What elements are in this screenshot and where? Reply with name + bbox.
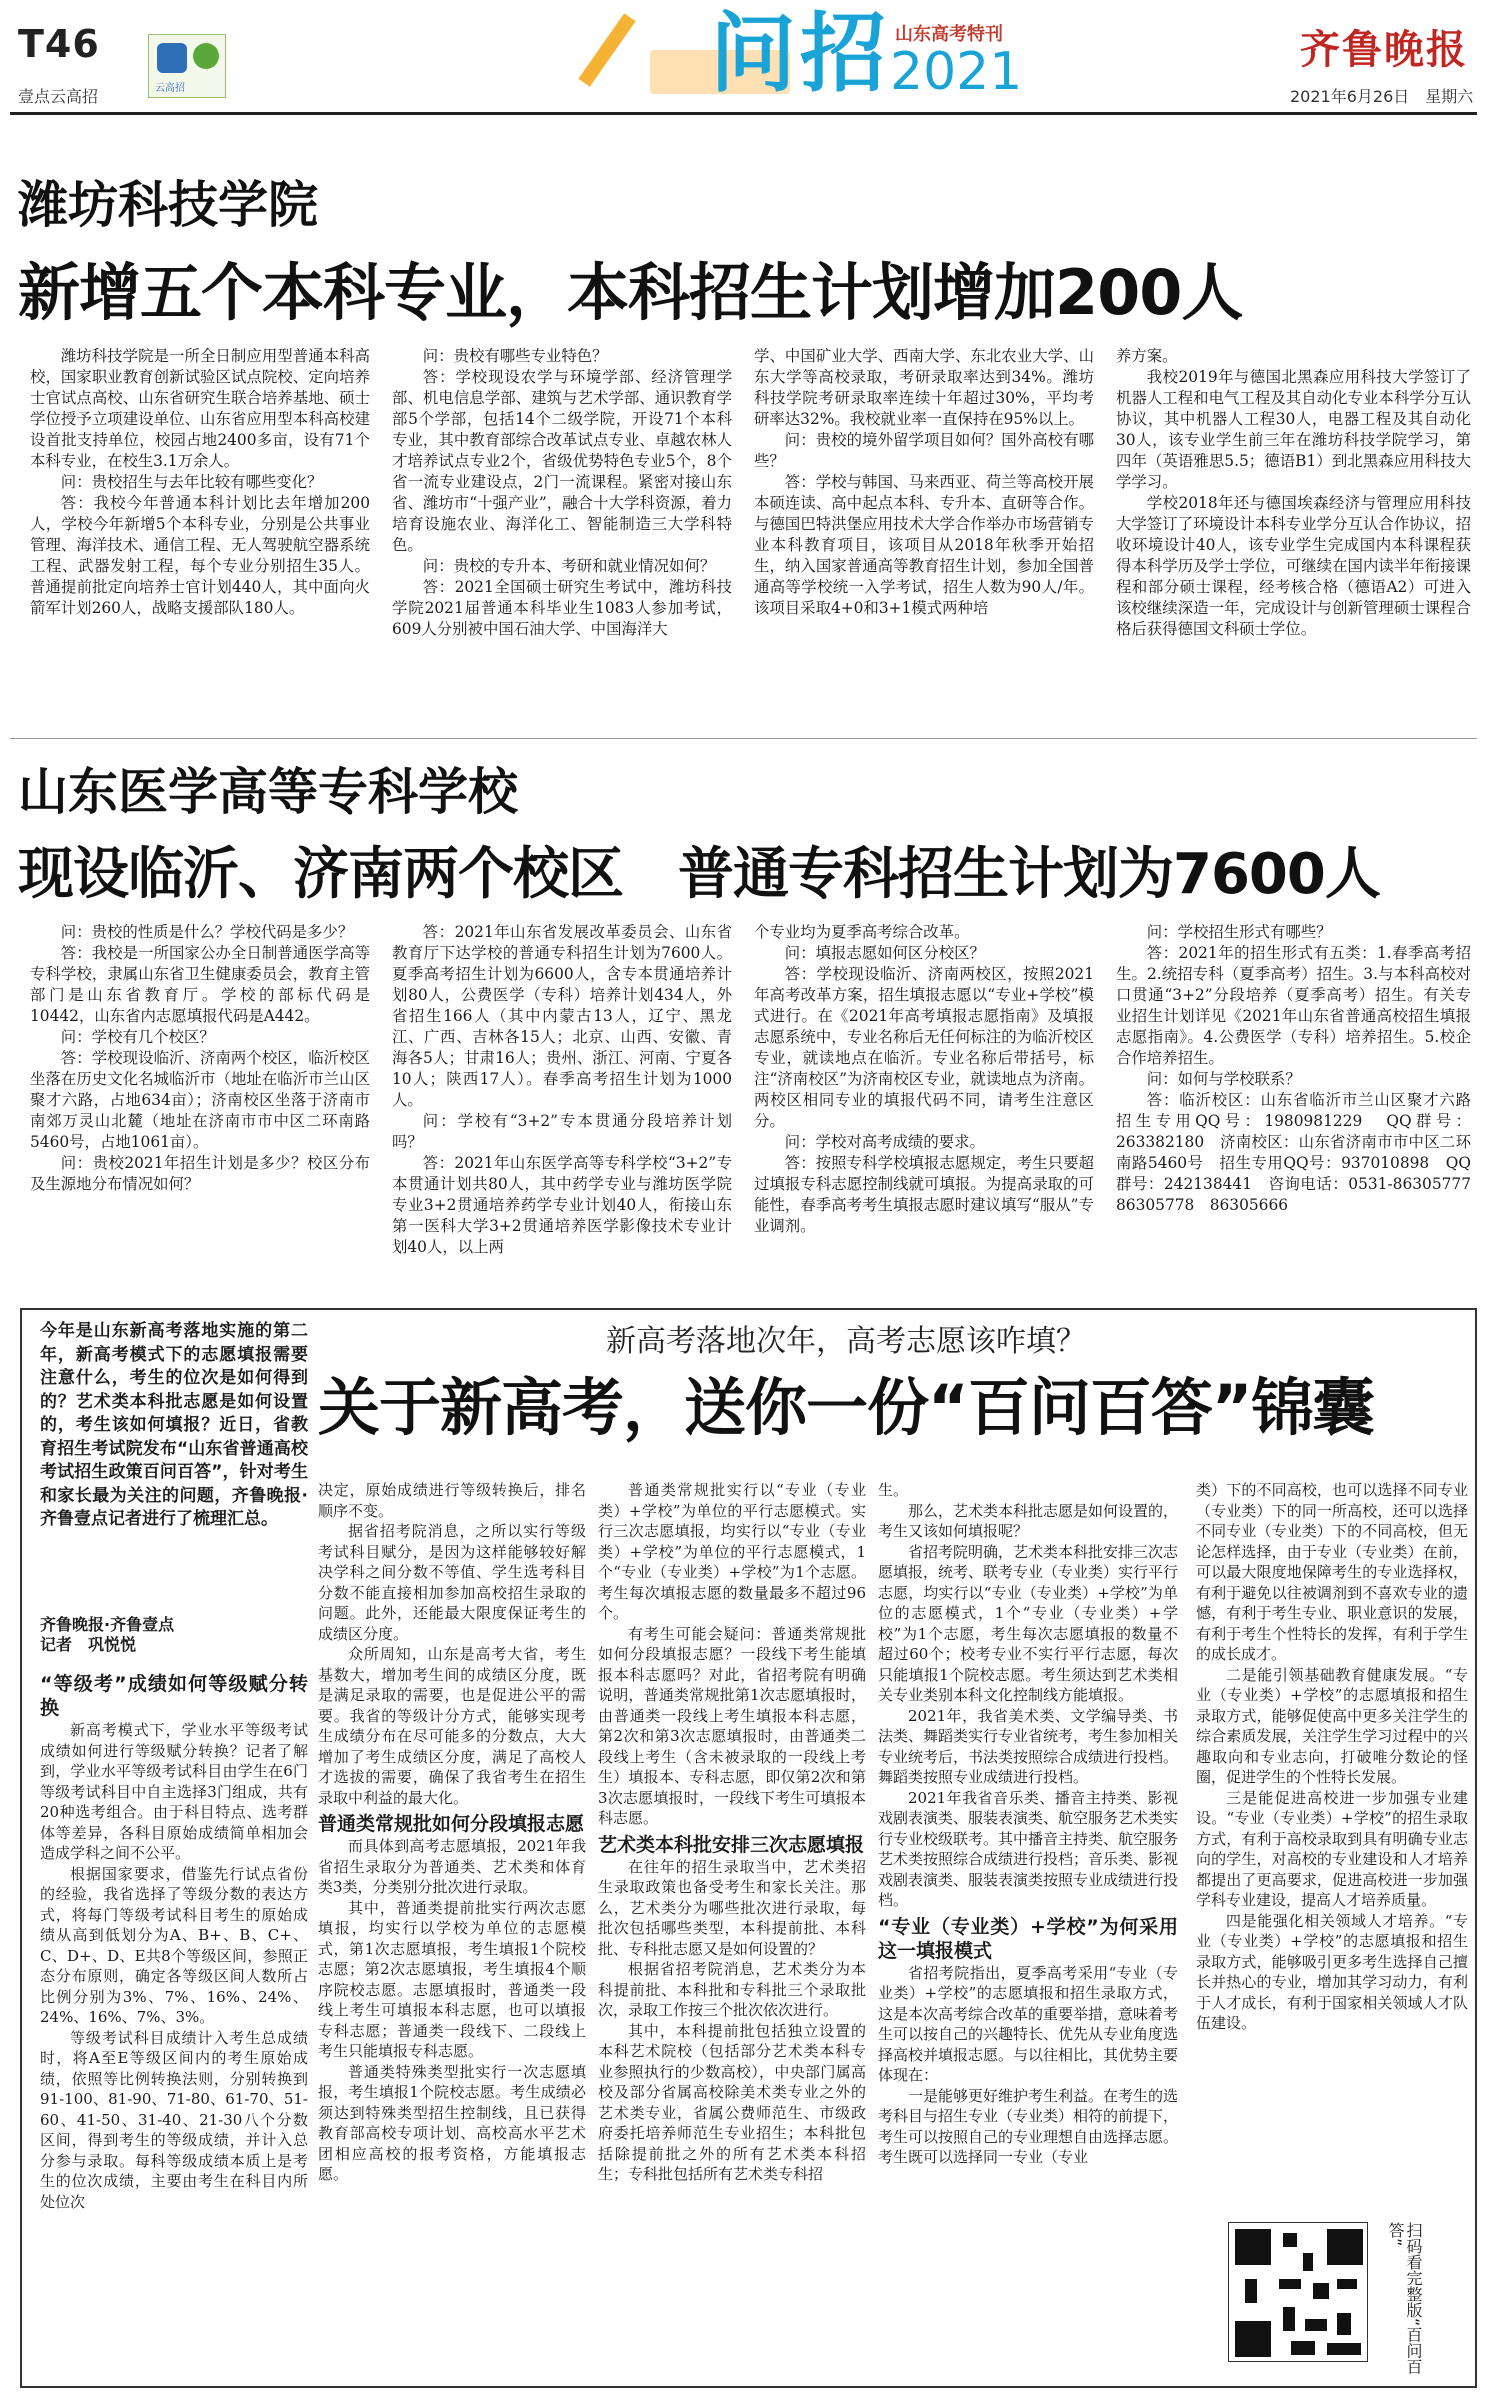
paragraph: 答：我校今年普通本科计划比去年增加200人，学校今年新增5个本科专业，分别是公共事业管理、海洋技术、通信工程、无人驾驶航空器系统工程、武器发射工程，每个专业分别招生35人。普通提前批定向培养士官计划440人，其中面向火箭军计划260人，战略支援部队180人。 [30, 494, 370, 617]
byline-reporter: 记者 巩悦悦 [40, 1635, 137, 1654]
paragraph: 四是能强化相关领域人才培养。“专业（专业类）+学校”的志愿填报和招生录取方式，能够吸引更多考生选择自己擅长并热心的专业，增加其学习动力，有利于人才成长，有利于国家相关领域人才队伍建设。 [1196, 1911, 1468, 2032]
feature-kicker: 新高考落地次年，高考志愿该咋填？ [606, 1324, 1086, 1359]
paragraph: 答：临沂校区：山东省临沂市兰山区聚才六路 招生专用QQ号：1980981229 QQ群号：263382180 济南校区：山东省济南市市中区二环南路5460号 招生专用QQ号：937010898 QQ群号：242138441 咨询电话：0531-86305777 86305778 86305666 [1116, 1091, 1487, 1214]
issue-date: 2021年6月26日 星期六 [1290, 87, 1474, 106]
paragraph: 其中，普通类提前批实行两次志愿填报，均实行以学校为单位的志愿模式，第1次志愿填报，考生填报1个院校志愿；第2次志愿填报，考生填报4个顺序院校志愿。志愿填报时，普通类一段线上考生可填报本科志愿，也可以填报专科志愿；普通类一段线下、二段线上考生只能填报专科志愿。 [318, 1898, 586, 2060]
paragraph: 那么，艺术类本科批志愿是如何设置的，考生又该如何填报呢？ [878, 1501, 1179, 1540]
section-heading: 艺术类本科批安排三次志愿填报 [598, 1833, 865, 1856]
feature-col3 [598, 1480, 866, 2185]
section-name: 壹点云高招 [18, 87, 99, 106]
article2-col1 [30, 922, 370, 1195]
article2-title: 山东医学高等专科学校 [18, 763, 518, 821]
paragraph: 潍坊科技学院是一所全日制应用型普通本科高校，国家职业教育创新试验区试点院校、定向培养士官试点高校、山东省研究生联合培养基地、硕士学位授予立项建设单位、山东省应用型本科高校建设首批支持单位，校园占地2400多亩，设有71个本科专业，在校生3.1万余人。 [30, 347, 370, 470]
newspaper-brand: 齐鲁晚报 [1300, 26, 1468, 73]
paragraph: 答：2021全国硕士研究生考试中，潍坊科技学院2021届普通本科毕业生1083人参加考试，609人分别被中国石油大学、中国海洋大 [392, 578, 732, 638]
question: 问：学校招生形式有哪些？ [1146, 923, 1332, 941]
feature-title: 关于新高考，送你一份“百问百答”锦囊 [318, 1371, 1374, 1444]
paragraph: 答：学校与韩国、马来西亚、荷兰等高校开展本硕连读、高中起点本科、专升本、直研等合作。与德国巴特洪堡应用技术大学合作举办市场营销专业本科教育项目，该项目从2018年秋季开始招生，纳入国家普通高等教育招生计划，参加全国普通高等学校统一入学考试，招生人数为90人/年。该项目采取4+0和3+1模式两种培 [754, 473, 1094, 617]
paragraph: 省招考院明确，艺术类本科批安排三次志愿填报，统考、联考专业（专业类）实行平行志愿，均实行以“专业（专业类）+学校”为单位的志愿模式，1个“专业（专业类）+学校”为1个志愿，考生每次志愿填报的数量不超过60个；校考专业不实行平行志愿，每次只能填报1个院校志愿。考生须达到艺术类相关专业类别本科文化控制线方能填报。 [878, 1542, 1179, 1704]
paragraph: 答：2021年山东医学高等专科学校“3+2”专本贯通计划共80人，其中药学专业与潍坊医学院专业3+2贯通培养药学专业计划40人，衔接山东第一医科大学3+2贯通培养医学影像技术专业计划40人，以上两 [392, 1154, 732, 1256]
paragraph: 养方案。 [1116, 347, 1178, 365]
article1-col2 [392, 346, 732, 640]
byline-outlet: 齐鲁晚报·齐鲁壹点 [40, 1615, 175, 1634]
paragraph: 三是能促进高校进一步加强专业建设。“专业（专业类）+学校”的招生录取方式，有利于高校录取到具有明确专业志向的学生，对高校的专业建设和人才培养都提出了更高要求，促进高校进一步加强学科专业建设，提高人才培养质量。 [1196, 1788, 1468, 1909]
article1-subtitle: 新增五个本科专业，本科招生计划增加200人 [18, 256, 1243, 329]
article1-col1 [30, 346, 370, 619]
article1-col4 [1116, 346, 1471, 640]
question: 问：如何与学校联系？ [1146, 1070, 1301, 1088]
paragraph: 生。 [878, 1481, 909, 1499]
logo-text: 云高招 [155, 83, 185, 94]
banner-title: 问招 [710, 4, 890, 104]
article2-col4 [1116, 922, 1487, 1216]
feature-intro: 今年是山东新高考落地实施的第二年，新高考模式下的志愿填报需要注意什么，考生的位次是如何得到的？艺术类本科批志愿是如何设置的，考生该如何填报？近日，省教育招生考试院发布“山东省普通高校考试招生政策百问百答”，针对考生和家长最为关注的问题，齐鲁晚报·齐鲁壹点记者进行了梳理汇总。 [40, 1321, 308, 1529]
article1-col3 [754, 346, 1094, 619]
byline [40, 1615, 330, 1655]
paragraph: 省招考院指出，夏季高考采用“专业（专业类）+学校”的志愿填报和招生录取方式，这是本次高考综合改革的重要举措，意味着考生可以按自己的兴趣特长、优先从专业角度选择高校并填报志愿。与以往相比，其优势主要体现在： [878, 1963, 1179, 2084]
page-header [0, 0, 1487, 118]
paragraph: 众所周知，山东是高考大省，考生基数大，增加考生间的成绩区分度，既是满足录取的需要，也是促进公平的需要。我省的等级计分方式，能够实现考生成绩分布在尽可能多的分数点，大大增加了考生成绩区分度，满足了高校人才选拔的需要，确保了我省考生在招生录取中利益的最大化。 [318, 1645, 586, 1807]
paragraph: 二是能引领基础教育健康发展。“专业（专业类）+学校”的志愿填报和招生录取方式，能够促使高中更多关注学生的综合素质发展，关注学生学习过程中的兴趣取向和专业志向，打破唯分数论的怪圈，促进学生的个性特长发展。 [1196, 1665, 1468, 1786]
feature-col4 [878, 1480, 1178, 2168]
paragraph: 普通类特殊类型批实行一次志愿填报，考生填报1个院校志愿。考生成绩必须达到特殊类型招生控制线，且已获得教育部高校专项计划、高校高水平艺术团相应高校的报考资格，方能填报志愿。 [318, 2062, 586, 2183]
paragraph: 答：按照专科学校填报志愿规定，考生只要超过填报专科志愿控制线就可填报。为提高录取的可能性，春季高考考生填报志愿时建议填写“服从”专业调剂。 [754, 1154, 1094, 1235]
paragraph: 在往年的招生录取当中，艺术类招生录取政策也备受考生和家长关注。那么，艺术类分为哪些批次进行录取，每批次包括哪些类型，本科提前批、本科批、专科批志愿又是如何设置的？ [598, 1857, 866, 1958]
paragraph: 其中，本科提前批包括独立设置的本科艺术院校（包括部分艺术类本科专业参照执行的少数高校），中央部门属高校及部分省属高校除美术类专业之外的艺术类专业，省属公费师范生、市级政府委托培养师范生专业招生；本科批包括除提前批之外的所有艺术类本科招生；专科批包括所有艺术类专科招 [598, 2021, 866, 2183]
article1-title: 潍坊科技学院 [18, 176, 318, 234]
question: 问：贵校招生与去年比较有哪些变化？ [60, 473, 323, 491]
feature-col2 [318, 1480, 586, 2185]
paragraph: 2021年我省音乐类、播音主持类、影视戏剧表演类、服装表演类、航空服务艺术类实行专业校级联考。其中播音主持类、航空服务艺术类按照综合成绩进行投档；音乐类、影视戏剧表演类、服装表演类按照专业成绩进行投档。 [878, 1788, 1179, 1909]
question: 问：学校有几个校区？ [60, 1028, 215, 1046]
paragraph: 等级考试科目成绩计入考生总成绩时，将A至E等级区间内的考生原始成绩，依照等比例转换法则，分别转换到91-100、81-90、71-80、61-70、51-60、41-50、31-40、21-30八个分数区间，得到考生的等级成绩，并计入总分参与录取。每科等级成绩本质上是考生的位次成绩，主要由考生在科目内所处位次 [40, 2028, 308, 2211]
header-rule [10, 112, 1477, 115]
banner-tag: 山东高考特刊 [895, 24, 1003, 45]
question: 问：贵校有哪些专业特色？ [422, 347, 608, 365]
paragraph: 我校2019年与德国北黑森应用科技大学签订了机器人工程和电气工程及其自动化专业本科学分互认协议，其中机器人工程30人，电器工程及其自动化30人，该专业学生前三年在潍坊科技学院学习，第四年（英语雅思5.5；德语B1）到北黑森应用科技大学学习。 [1116, 368, 1471, 491]
paragraph: 有考生可能会疑问：普通类常规批如何分段填报志愿？一段线下考生能填报本科志愿吗？对此，省招考院有明确说明，普通类常规批第1次志愿填报时，由普通类一段线上考生填报本科志愿，第2次和第3次志愿填报时，由普通类二段线上考生（含未被录取的一段线上考生）填报本、专科志愿，即仅第2次和第3次志愿填报时，一段线下考生可填报本科志愿。 [598, 1624, 866, 1827]
paragraph: 新高考模式下，学业水平等级考试成绩如何进行等级赋分转换？记者了解到，学业水平等级考试科目由学生在6门等级考试科目中自主选择3门组成，共有20种选考组合。由于科目特点、选考群体等差异，各科目原始成绩简单相加会造成学科之间不公平。 [40, 1721, 308, 1862]
feature-col1 [40, 1668, 308, 2212]
question: 问：贵校的专升本、考研和就业情况如何？ [422, 557, 716, 575]
qr-code[interactable] [1228, 2222, 1368, 2362]
paragraph: 根据省招考院消息，艺术类分为本科提前批、本科批和专科批三个录取批次，录取工作按三个批次依次进行。 [598, 1960, 866, 2019]
paragraph: 答：学校现设农学与环境学部、经济管理学部、机电信息学部、建筑与艺术学部、通识教育学部5个学部，包括14个二级学院，开设71个本科专业，其中教育部综合改革试点专业、卓越农林人才培养试点专业2个，省级优势特色专业5个，8个省一流专业建设点，2门一流课程。紧密对接山东省、潍坊市“十强产业”，融合十大学科资源，着力培育设施农业、海洋化工、智能制造三大学科特色。 [392, 368, 732, 554]
section-heading: “专业（专业类）+学校”为何采用这一填报模式 [878, 1915, 1178, 1962]
question: 问：贵校2021年招生计划是多少？校区分布及生源地分布情况如何？ [30, 1154, 370, 1193]
paragraph: 学校2018年还与德国埃森经济与管理应用科技大学签订了环境设计本科专业学分互认合作协议，招收环境设计40人，该专业学生完成国内本科课程获得本科学历及学士学位，可继续在国内读半年衔接课程和部分硕士课程，经考核合格（德语A2）可进入该校继续深造一年，完成设计与创新管理硕士课程合格后获得德国文科硕士学位。 [1116, 494, 1471, 638]
paragraph: 答：2021年的招生形式有五类：1.春季高考招生。2.统招专科（夏季高考）招生。3.与本科高校对口贯通“3+2”分段培养（夏季高考）招生。有关专业招生计划详见《2021年山东省普通高校招生填报志愿指南》。4.公费医学（专科）培养招生。5.校企合作培养招生。 [1116, 944, 1471, 1067]
app-logo-icon [157, 43, 187, 73]
feature-col5 [1196, 1480, 1468, 2034]
paragraph: 据省招考院消息，之所以实行等级考试科目赋分，是因为这样能够较好解决学科之间分数不等值、学生选考科目分数不能直接相加参加高校招生录取的问题。此外，还能最大限度保证考生的成绩区分度。 [318, 1522, 586, 1643]
pencil-icon [578, 13, 635, 87]
section-heading: “等级考”成绩如何等级赋分转换 [40, 1673, 308, 1719]
paragraph: 2021年，我省美术类、文学编导类、书法类、舞蹈类实行专业省统考，考生参加相关专业统考后，书法类按照综合成绩进行投档。舞蹈类按照专业成绩进行投档。 [878, 1706, 1179, 1786]
paragraph: 答：我校是一所国家公办全日制普通医学高等专科学校，隶属山东省卫生健康委员会，教育主管部门是山东省教育厅。学校的部标代码是10442，山东省内志愿填报代码是A442。 [30, 944, 370, 1025]
paragraph: 答：学校现设临沂、济南两个校区，临沂校区坐落在历史文化名城临沂市（地址在临沂市兰山区聚才六路，占地634亩）；济南校区坐落于济南市南郊万灵山北麓（地址在济南市市中区二环南路5460号，占地1061亩）。 [30, 1049, 370, 1151]
article-divider [10, 738, 1477, 739]
article2-col3 [754, 922, 1094, 1237]
question: 问：贵校的境外留学项目如何？国外高校有哪些？ [754, 431, 1094, 470]
page-number: T46 [18, 22, 100, 66]
paragraph: 决定，原始成绩进行等级转换后，排名顺序不变。 [318, 1481, 586, 1520]
paragraph: 学、中国矿业大学、西南大学、东北农业大学、山东大学等高校录取，考研录取率达到34%。潍坊科技学院考研录取率连续十年超过30%，平均考研率达32%。我校就业率一直保持在95%以上。 [754, 347, 1094, 428]
qr-caption: 扫码看完整版“百问百答” [1386, 2222, 1423, 2375]
article2-col2 [392, 922, 732, 1258]
paragraph: 个专业均为夏季高考综合改革。 [754, 923, 970, 941]
section-heading: 普通类常规批如何分段填报志愿 [318, 1813, 585, 1835]
banner-year: 2021 [890, 42, 1023, 102]
paragraph: 答：学校现设临沂、济南两校区，按照2021年高考改革方案，招生填报志愿以“专业+学校”模式进行。在《2021年高考填报志愿指南》及填报志愿系统中，专业名称后无任何标注的为临沂校区专业，就读地点在临沂。专业名称后带括号，标注“济南校区”为济南校区专业，就读地点为济南。两校区相同专业的填报代码不同，请考生注意区分。 [754, 965, 1094, 1130]
paragraph: 而具体到高考志愿填报，2021年我省招生录取分为普通类、艺术类和体育类3类，分类别分批次进行录取。 [318, 1837, 586, 1896]
section-banner [540, 2, 1023, 114]
paragraph: 普通类常规批实行以“专业（专业类）+学校”为单位的平行志愿模式。实行三次志愿填报，均实行以“专业（专业类）+学校”为单位的平行志愿模式，1个“专业（专业类）+学校”为1个志愿。考生每次填报志愿的数量最多不超过96个。 [598, 1481, 866, 1622]
paragraph: 一是能够更好维护考生利益。在考生的选考科目与招生专业（专业类）相符的前提下，考生可以按照自己的专业理想自由选择志愿。考生既可以选择同一专业（专业 [878, 2086, 1179, 2166]
paragraph: 答：2021年山东省发展改革委员会、山东省教育厅下达学校的普通专科招生计划为7600人。夏季高考招生计划为6600人，含专本贯通培养计划80人，公费医学（专科）培养计划434人，外省招生166人（其中内蒙古13人，辽宁、黑龙江、广西、吉林各15人；北京、山西、安徽、青海各5人；甘肃16人；贵州、浙江、河南、宁夏各10人；陕西17人）。春季高考招生计划为1000人。 [392, 923, 732, 1109]
question: 问：学校对高考成绩的要求。 [784, 1133, 985, 1151]
question: 问：贵校的性质是什么？学校代码是多少？ [60, 923, 354, 941]
question: 问：学校有“3+2”专本贯通分段培养计划吗？ [392, 1112, 732, 1151]
paragraph: 根据国家要求，借鉴先行试点省份的经验，我省选择了等级分数的表达方式，将每门等级考试科目考生的原始成绩从高到低划分为A、B+、B、C+、C、D+、D、E共8个等级区间，参照正态分布原则，确定各等级区间人数所占比例分别为3%、7%、16%、24%、24%、16%、7%、3%。 [40, 1864, 308, 2026]
app-badge-icon [193, 43, 219, 69]
app-logo [148, 34, 226, 98]
article2-subtitle: 现设临沂、济南两个校区 普通专科招生计划为7600人 [18, 842, 1380, 907]
paragraph: 类）下的不同高校，也可以选择不同专业（专业类）下的同一所高校，还可以选择不同专业（专业类）下的不同高校，但无论怎样选择，由于专业（专业类）在前，可以最大限度地保障考生的专业选择权，有利于避免以往被调剂到不喜欢专业的遗憾，有利于考生专业、职业意识的发展，有利于考生个性特长的发挥，有利于学生的成长成才。 [1196, 1481, 1468, 1663]
question: 问：填报志愿如何区分校区？ [784, 944, 985, 962]
